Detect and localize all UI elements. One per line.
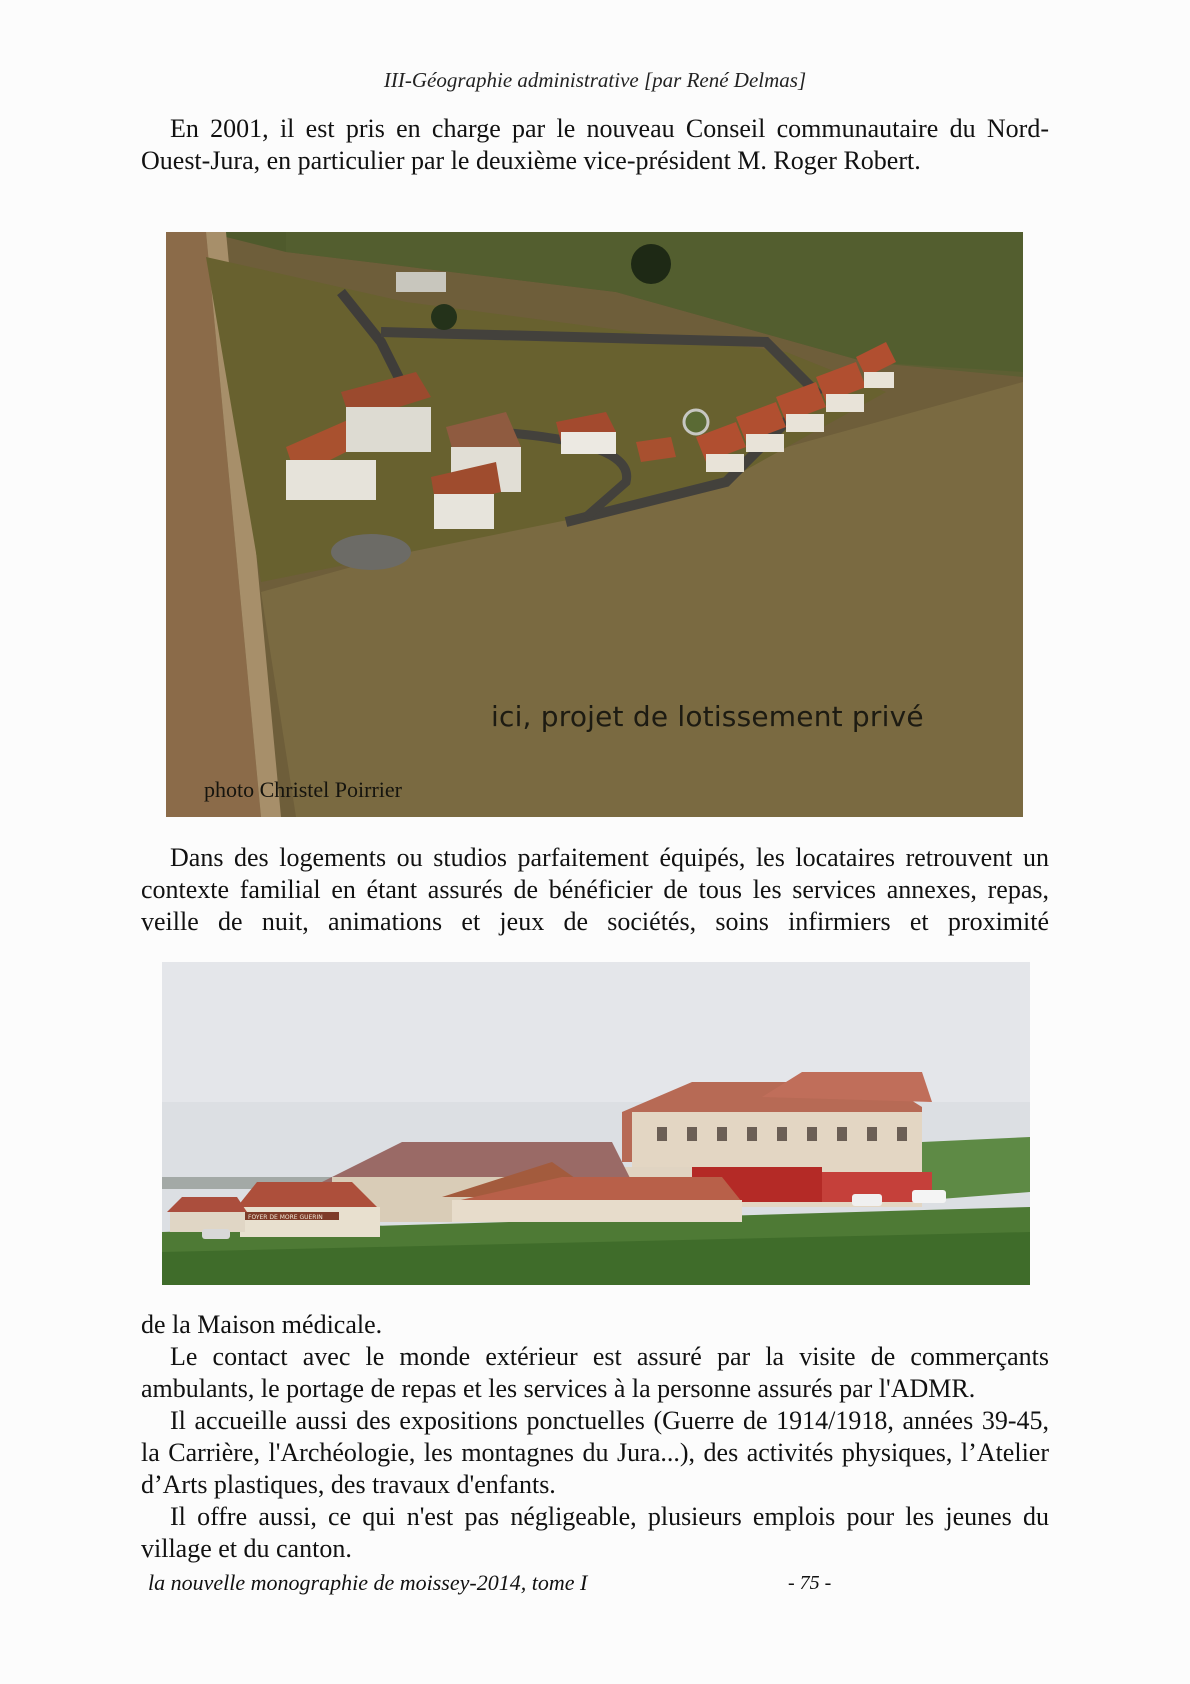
photo-credit: photo Christel Poirrier (204, 777, 402, 802)
paragraph-conseil-communautaire: En 2001, il est pris en charge par le nouveau Conseil communautaire du Nord-Ouest-Jura, en particulier par le deuxième vice-président M. Roger Robert. (141, 114, 1049, 175)
building-sign: FOYER DE MORE GUERIN (248, 1214, 323, 1221)
aerial-photo-caption: ici, projet de lotissement privé (491, 700, 924, 733)
running-header: III-Géographie administrative [par René Delmas] (383, 68, 807, 92)
paragraphs-services: de la Maison médicale. Le contact avec le monde extérieur est assuré par la visite de commerçants ambulants, le portage de repas et les services à la personne assurés par l'ADMR. Il accueille aussi des expositions ponctuelles (Guerre de 1914/1918, années 39-45, la Carrière, l'Archéologie, les montagnes du Jura...), des activités physiques, l’Atelier d’Arts plastiques, des travaux d'enfants. Il offre aussi, ce qui n'est pas négligeable, plusieurs emplois pour les jeunes du village et du canton. (141, 1310, 1049, 1563)
page-number: - 75 - (788, 1572, 832, 1594)
building-photo (162, 962, 1030, 1285)
footer-publication: la nouvelle monographie de moissey-2014, tome I (148, 1570, 588, 1595)
paragraph-logements: Dans des logements ou studios parfaitement équipés, les locataires retrouvent un contexte familial en étant assurés de bénéficier de tous les services annexes, repas, veille de nuit, animations et jeux de sociétés, soins infirmiers et proximité (141, 843, 1049, 936)
aerial-photo (166, 232, 1023, 817)
building-photo-image (162, 962, 1030, 1285)
